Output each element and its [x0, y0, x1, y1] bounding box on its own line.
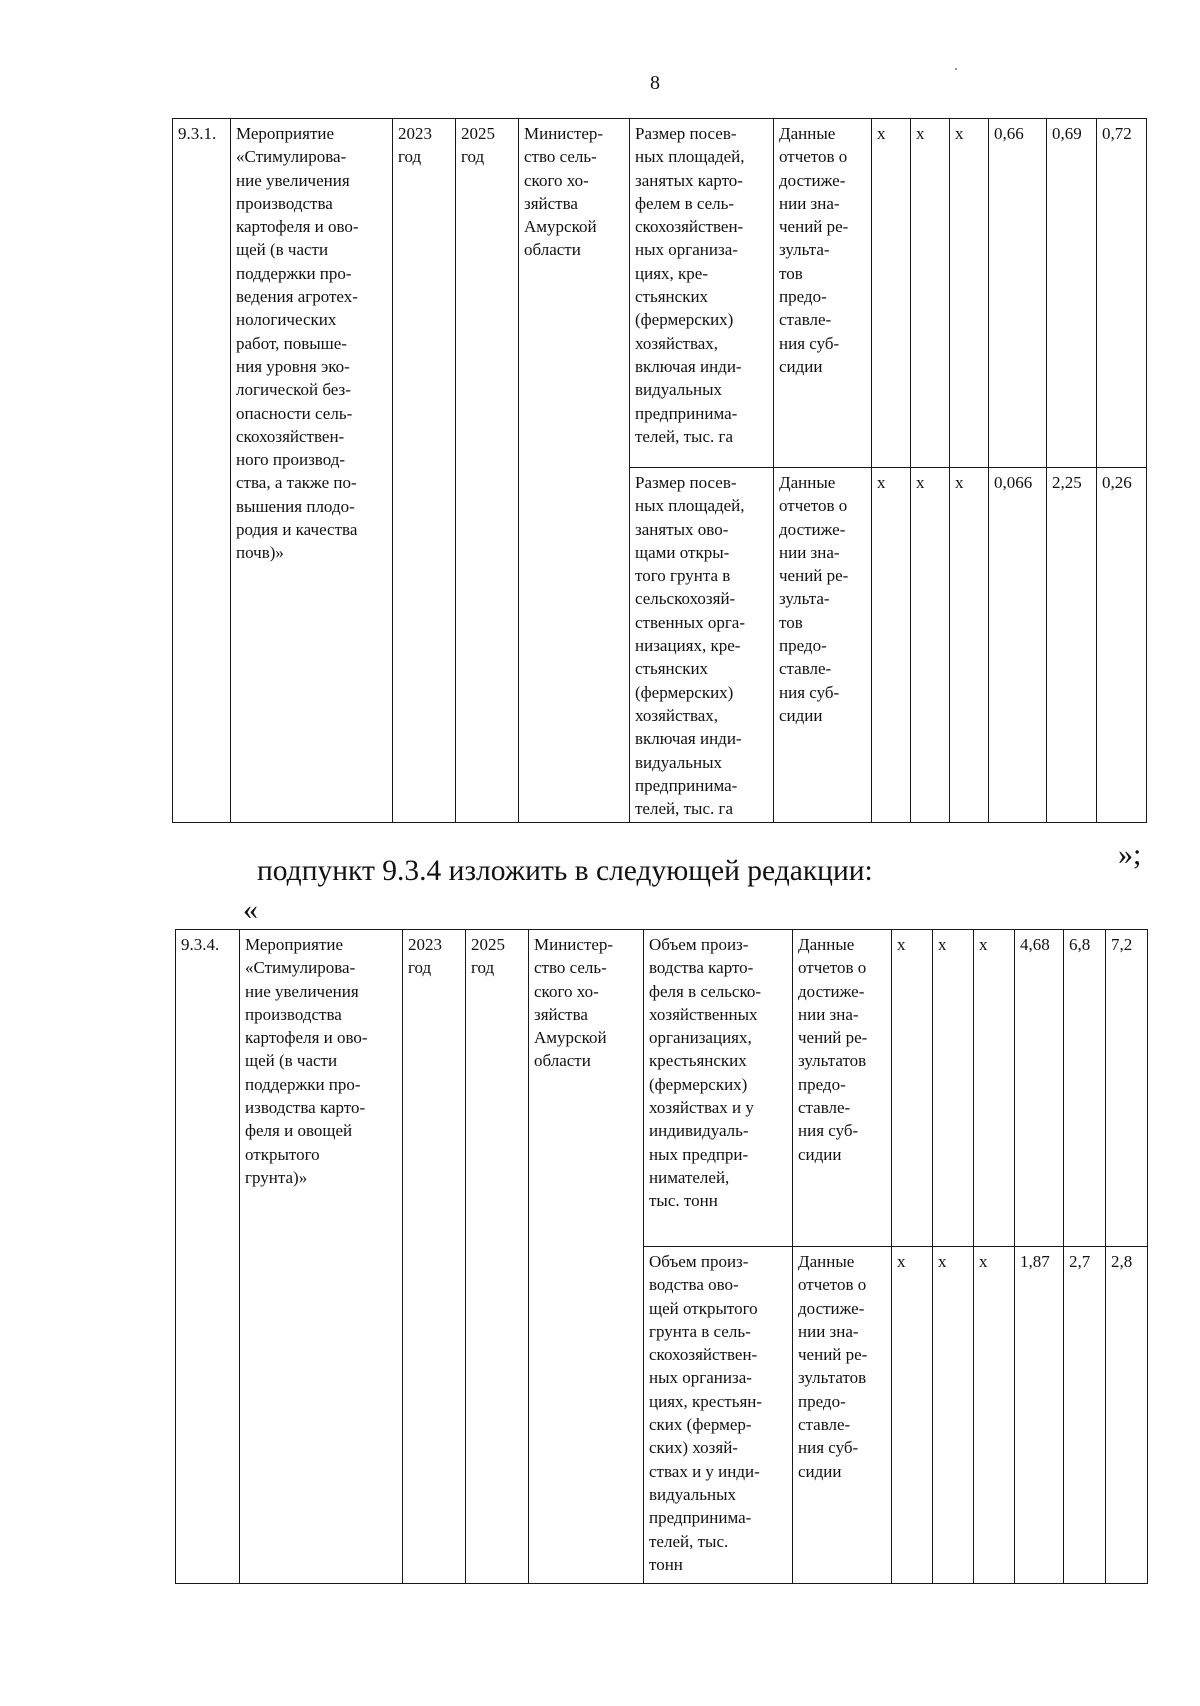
indicator-name: Объем произ- водства карто- феля в сельско- хозяйственных организациях, крестьянских (фермерских) хозяйствах и у индивидуаль- ных предпри- нимателей, тыс. тонн [644, 930, 793, 1247]
indicator-name: Размер посев- ных площадей, занятых ово- щами откры- того грунта в сельскохозяй- ственных орга- низациях, кре- стьянских (фермерских) хозяйствах, включая инди- видуальных предпринима- телей, тыс. га [630, 468, 774, 823]
x-mark: х [872, 119, 911, 468]
indicator-value: 2,25 [1047, 468, 1097, 823]
x-mark: х [950, 119, 989, 468]
indicator-name: Размер посев- ных площадей, занятых карто- фелем в сель- скохозяйствен- ных организа- циях, кре- стьянских (фермерских) хозяйствах, включая инди- видуальных предпринима- телей, тыс. га [630, 119, 774, 468]
indicator-name: Объем произ- водства ово- щей открытого грунта в сель- скохозяйствен- ных организа- циях, крестьян- ских (фермер- ских) хозяй- ствах и у инди- видуальных предпринима- телей, тыс. тонн [644, 1247, 793, 1584]
indicator-value: 1,87 [1015, 1247, 1064, 1584]
scan-speck [955, 68, 957, 70]
start-year: 2023 год [403, 930, 466, 1584]
x-mark: х [974, 1247, 1015, 1584]
data-source: Данные отчетов о достиже- нии зна- чений ре- зульта- тов предо- ставле- ния суб- сидии [774, 119, 872, 468]
indicator-value: 0,69 [1047, 119, 1097, 468]
indicator-value: 7,2 [1106, 930, 1148, 1247]
indicator-value: 0,72 [1097, 119, 1147, 468]
start-year: 2023 год [393, 119, 456, 823]
event-name: Мероприятие «Стимулирова- ние увеличения производства картофеля и ово- щей (в части поддержки про- изводства карто- феля и овощей открытого грунта)» [240, 930, 403, 1584]
end-year: 2025 год [456, 119, 519, 823]
indicator-value: 2,7 [1064, 1247, 1106, 1584]
executor: Министер- ство сель- ского хо- зяйства Амурской области [519, 119, 630, 823]
end-year: 2025 год [466, 930, 529, 1584]
executor: Министер- ство сель- ского хо- зяйства Амурской области [529, 930, 644, 1584]
data-source: Данные отчетов о достиже- нии зна- чений ре- зультатов предо- ставле- ния суб- сидии [793, 1247, 892, 1584]
indicator-value: 0,066 [989, 468, 1047, 823]
x-mark: х [950, 468, 989, 823]
data-source: Данные отчетов о достиже- нии зна- чений ре- зульта- тов предо- ставле- ния суб- сидии [774, 468, 872, 823]
measure-table-9-3-4 [175, 929, 1148, 1584]
indicator-value: 0,26 [1097, 468, 1147, 823]
x-mark: х [974, 930, 1015, 1247]
x-mark: х [933, 1247, 974, 1584]
indicator-value: 2,8 [1106, 1247, 1148, 1584]
data-source: Данные отчетов о достиже- нии зна- чений ре- зультатов предо- ставле- ния суб- сидии [793, 930, 892, 1247]
indicator-value: 4,68 [1015, 930, 1064, 1247]
opening-quote: « [243, 893, 258, 926]
indicator-value: 0,66 [989, 119, 1047, 468]
item-number: 9.3.1. [173, 119, 231, 823]
x-mark: х [911, 119, 950, 468]
x-mark: х [892, 1247, 933, 1584]
x-mark: х [872, 468, 911, 823]
amendment-instruction: подпункт 9.3.4 изложить в следующей редакции: [257, 855, 873, 887]
item-number: 9.3.4. [176, 930, 240, 1584]
table-row [176, 930, 1148, 1247]
x-mark: х [892, 930, 933, 1247]
closing-quote: »; [1118, 838, 1142, 871]
indicator-value: 6,8 [1064, 930, 1106, 1247]
x-mark: х [933, 930, 974, 1247]
x-mark: х [911, 468, 950, 823]
table-row [173, 119, 1147, 468]
measure-table-9-3-1 [172, 118, 1147, 823]
page-number: 8 [650, 72, 660, 94]
event-name: Мероприятие «Стимулирова- ние увеличения производства картофеля и ово- щей (в части поддержки про- ведения агротех- нологических работ, повыше- ния уровня эко- логической без- опасности сель- скохозяйствен- ного производ- ства, а также по- вышения плодо- родия и качества почв)» [231, 119, 393, 823]
